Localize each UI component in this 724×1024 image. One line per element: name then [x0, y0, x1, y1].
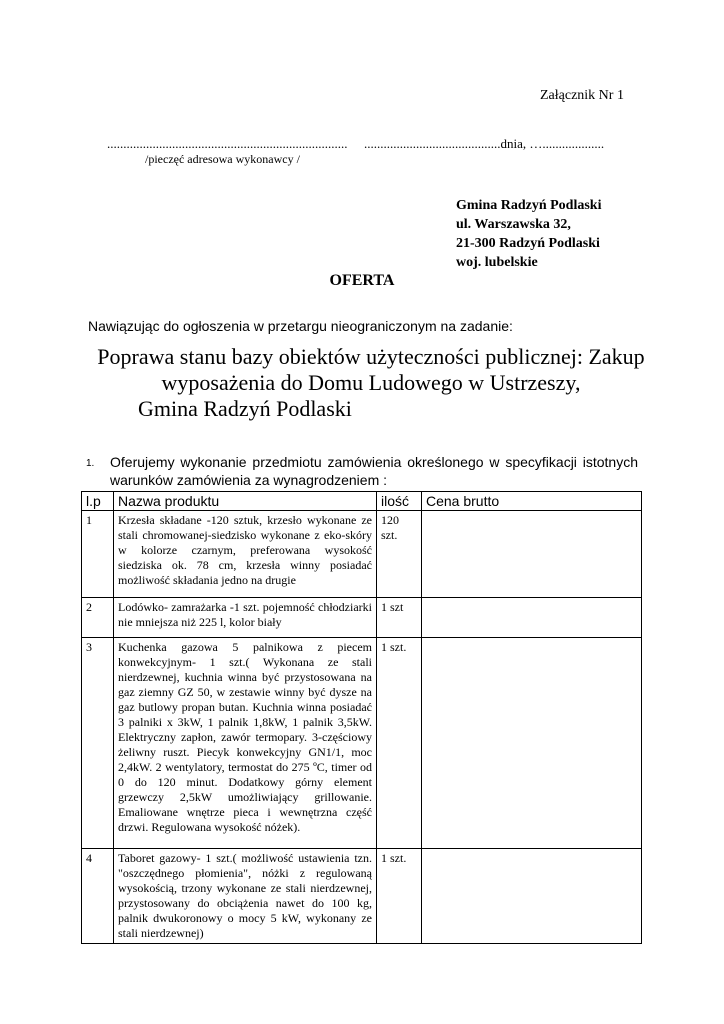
row-product-name: Taboret gazowy- 1 szt.( możliwość ustawienia tzn. "oszczędnego płomienia", nóżki z regulowaną wysokością, trzony wykonane ze stali nierdzewnej, przystosowany do obciążenia nawet do 100 kg, palnik dwukoronowy o mocy 5 kW, wykonany ze stali nierdzewnej) [114, 849, 377, 944]
recipient-line-2: ul. Warszawska 32, [456, 217, 571, 232]
offer-table [81, 491, 642, 944]
row-quantity: 1 szt. [377, 849, 422, 944]
table-row [82, 511, 642, 598]
point-text: Oferujemy wykonanie przedmiotu zamówienia określonego w specyfikacji istotnych warunków zamówienia za wynagrodzeniem : [110, 454, 638, 488]
table-row [82, 849, 642, 944]
recipient-line-1: Gmina Radzyń Podlaski [456, 198, 602, 213]
subject-line-1: Poprawa stanu bazy obiektów użyteczności publicznej: Zakup [97, 344, 645, 369]
tender-subject [86, 344, 656, 422]
date-placeholder-dots: ..........................................dnia, …................... [364, 136, 605, 151]
table-row [82, 638, 642, 849]
row-product-name: Kuchenka gazowa 5 palnikowa z piecem konwekcyjnym- 1 szt.( Wykonana ze stali nierdzewnej, kuchnia winna być przystosowana na gaz ziemny GZ 50, w zestawie winny być dysze na gaz butlowy propan butan. Kuchnia winna posiadać 3 palniki x 3kW, 1 palnik 1,8kW, 1 palnik 3,5kW. Elektryczny zapłon, zawór termopary. 3-częściowy żeliwny ruszt. Piecyk konwekcyjny GN1/1, moc 2,4kW. 2 wentylatory, termostat do 275 ºC, timer od 0 do 120 minut. Dodatkowy górny element grzewczy 2,5kW umożliwiający grillowanie. Emaliowane wnętrze pieca i wewnętrzna część drzwi. Regulowana wysokość nóżek). [114, 638, 377, 849]
row-gross-price[interactable] [422, 511, 642, 598]
subject-line-3: Gmina Radzyń Podlaski [138, 396, 352, 421]
row-gross-price[interactable] [422, 638, 642, 849]
intro-text: Nawiązując do ogłoszenia w przetargu nieograniczonym na zadanie: [88, 318, 513, 334]
recipient-address [456, 196, 601, 272]
row-gross-price[interactable] [422, 598, 642, 638]
header-gross-price: Cena brutto [422, 492, 642, 511]
row-lp: 4 [82, 849, 114, 944]
stamp-caption: /pieczęć adresowa wykonawcy / [145, 152, 300, 166]
row-product-name: Krzesła składane -120 sztuk, krzesło wykonane ze stali chromowanej-siedzisko wykonane z eko-skóry w kolorze czarnym, preferowana wysokość siedziska ok. 78 cm, krzesła winny posiadać możliwość składania jedno na drugie [114, 511, 377, 598]
row-quantity: 120 szt. [377, 511, 422, 598]
subject-line-2: wyposażenia do Domu Ludowego w Ustrzeszy, [161, 370, 581, 395]
row-quantity: 1 szt. [377, 638, 422, 849]
row-lp: 1 [82, 511, 114, 598]
row-quantity: 1 szt [377, 598, 422, 638]
point-number: 1. [86, 458, 95, 469]
header-lp: l.p [82, 492, 114, 511]
recipient-line-3: 21-300 Radzyń Podlaski [456, 236, 600, 251]
annex-label: Załącznik Nr 1 [540, 88, 624, 103]
row-lp: 3 [82, 638, 114, 849]
table-header-row [82, 492, 642, 511]
row-lp: 2 [82, 598, 114, 638]
recipient-line-4: woj. lubelskie [456, 255, 538, 270]
header-quantity: ilość [377, 492, 422, 511]
row-product-name: Lodówko- zamrażarka -1 szt. pojemność chłodziarki nie mniejsza niż 225 l, kolor biały [114, 598, 377, 638]
document-title: OFERTA [329, 272, 395, 289]
offer-point-1 [86, 453, 638, 489]
header-product-name: Nazwa produktu [114, 492, 377, 511]
table-row [82, 598, 642, 638]
row-gross-price[interactable] [422, 849, 642, 944]
stamp-placeholder-dots: .......................................................................... [107, 136, 348, 151]
